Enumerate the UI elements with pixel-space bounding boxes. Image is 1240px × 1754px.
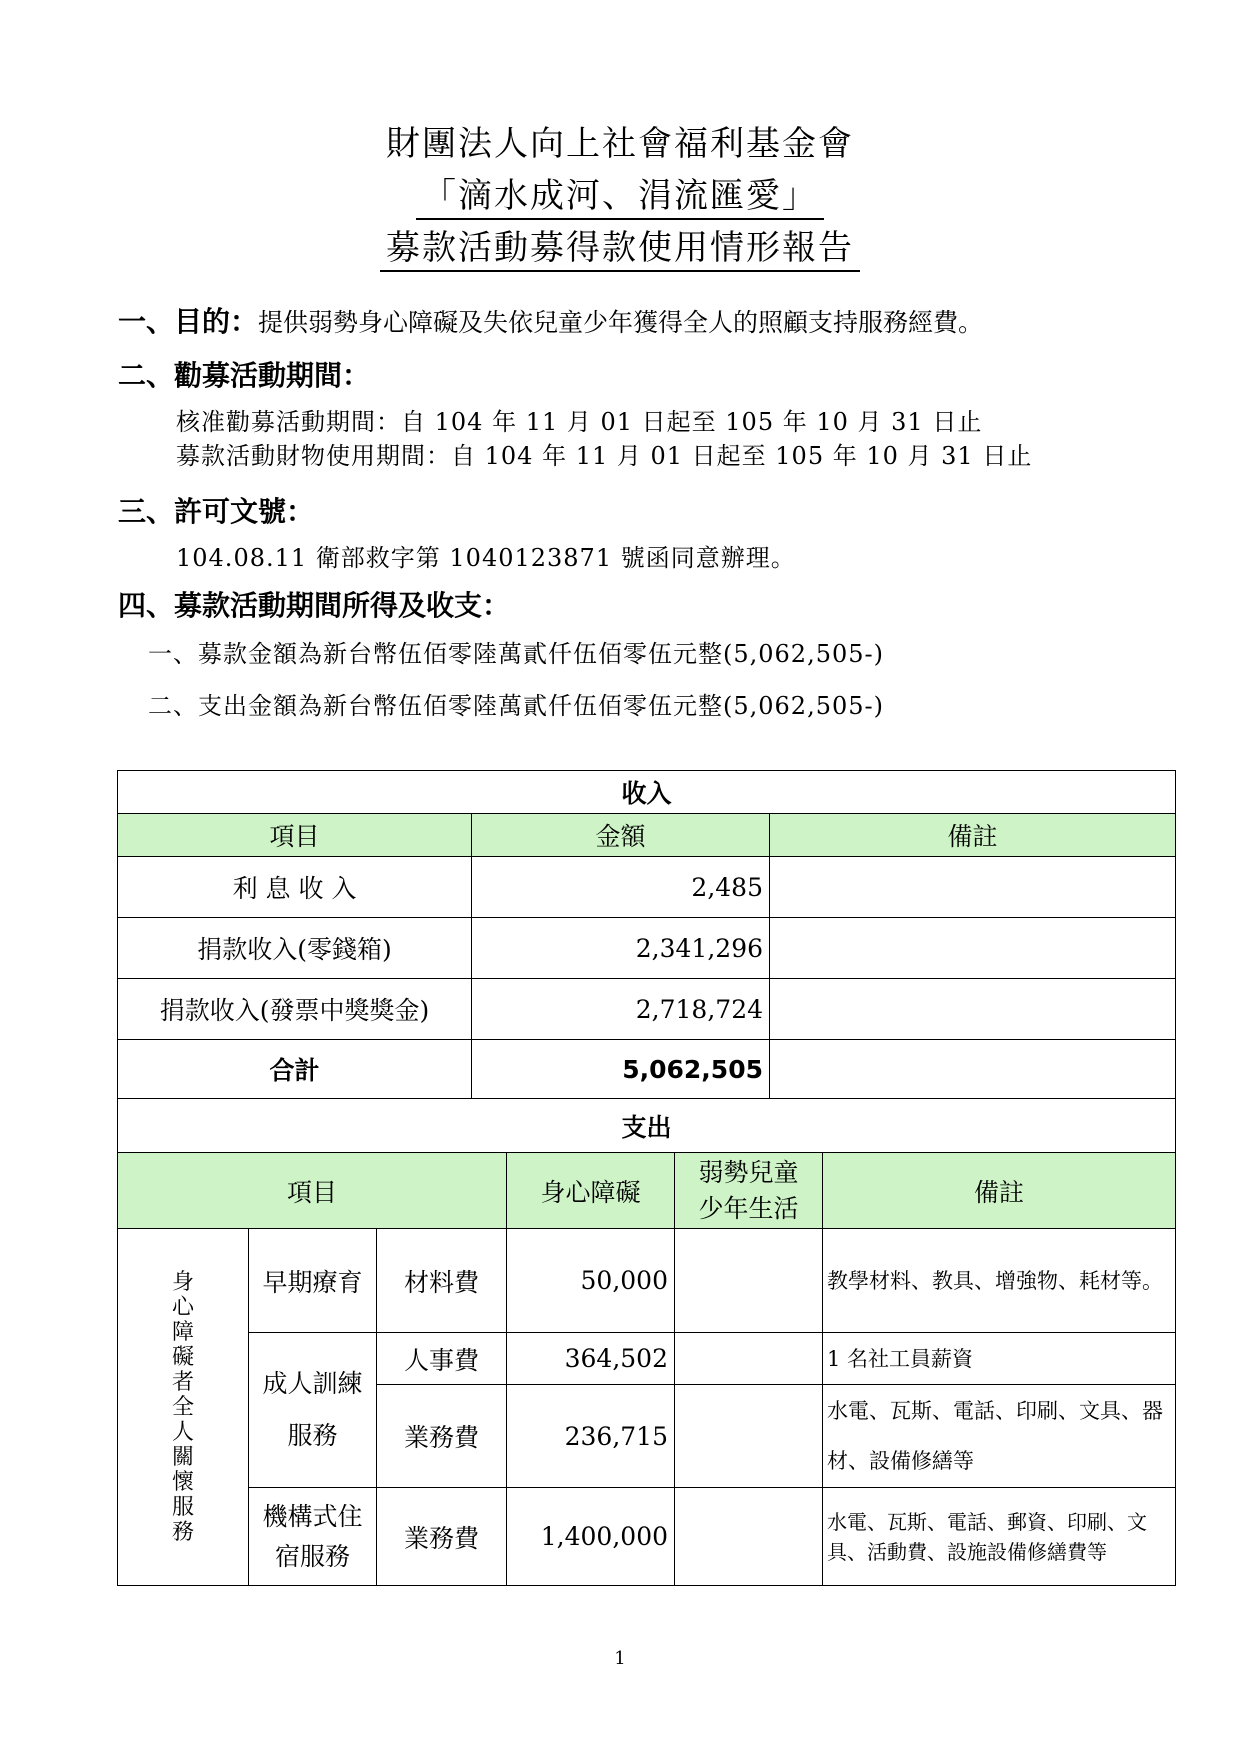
income-amount: 2,341,296 [472,918,770,979]
expense-header-youth: 弱勢兒童少年生活 [675,1153,823,1229]
expense-category: 材料費 [377,1229,507,1333]
income-table [117,770,1176,1099]
section-permit-heading-text: 三、許可文號： [118,495,315,528]
expense-note: 水電、瓦斯、電話、印刷、文具、器材、設備修繕等 [823,1385,1176,1488]
income-item: 捐款收入(零錢箱) [118,918,472,979]
expense-disability-amount: 1,400,000 [507,1488,675,1586]
expense-disability-amount: 236,715 [507,1385,675,1488]
expense-category: 人事費 [377,1333,507,1385]
report-title [0,118,1240,274]
expense-youth-amount [675,1385,823,1488]
expense-youth-amount [675,1488,823,1586]
expense-service: 成人訓練服務 [249,1333,377,1488]
income-note [770,857,1176,918]
permit-number: 104.08.11 衛部救字第 1040123871 號函同意辦理。 [176,544,796,572]
income-title: 收入 [118,771,1176,814]
expense-disability-amount: 364,502 [507,1333,675,1385]
expense-note: 水電、瓦斯、電話、郵資、印刷、文具、活動費、設施設備修繕費等 [823,1488,1176,1586]
expense-header-note: 備註 [823,1153,1176,1229]
income-header-note: 備註 [770,814,1176,857]
section-period-heading [118,354,370,394]
expense-category: 業務費 [377,1488,507,1586]
approved-period: 核准勸募活動期間：自 104 年 11 月 01 日起至 105 年 10 月 31 日止 [176,408,983,436]
table-row [118,1040,1176,1099]
income-amount: 2,718,724 [472,979,770,1040]
expense-disability-amount: 50,000 [507,1229,675,1333]
income-header-item: 項目 [118,814,472,857]
expense-note: 1 名社工員薪資 [823,1333,1176,1385]
income-item: 利 息 收 入 [118,857,472,918]
table-row [118,857,1176,918]
income-amount: 2,485 [472,857,770,918]
table-row [118,979,1176,1040]
section-purpose [118,300,983,340]
section-finance-heading-text: 四、募款活動期間所得及收支： [118,589,511,622]
expense-summary: 二、支出金額為新台幣伍佰零陸萬貳仟伍佰零伍元整(5,062,505-) [148,692,884,720]
section-permit-heading [118,490,314,530]
page-number: 1 [614,1648,626,1669]
table-row [118,1488,1176,1586]
section-purpose-text: 提供弱勢身心障礙及失依兒童少年獲得全人的照顧支持服務經費。 [258,308,984,337]
income-total-amount: 5,062,505 [472,1040,770,1099]
campaign-name: 「滴水成河、涓流匯愛」 [416,174,824,220]
expense-group-label-text: 身心障礙者全人關懷服務 [171,1269,194,1545]
expense-youth-amount [675,1333,823,1385]
section-period-heading-text: 二、勸募活動期間： [118,359,371,392]
income-item: 捐款收入(發票中獎獎金) [118,979,472,1040]
expense-note: 教學材料、教具、增強物、耗材等。 [823,1229,1176,1333]
expense-header-disability: 身心障礙 [507,1153,675,1229]
table-row [118,918,1176,979]
expense-title: 支出 [118,1099,1176,1153]
expense-header-item: 項目 [118,1153,507,1229]
org-name: 財團法人向上社會福利基金會 [386,124,854,164]
table-row [118,1333,1176,1385]
usage-period: 募款活動財物使用期間：自 104 年 11 月 01 日起至 105 年 10 月 31 日止 [176,442,1033,470]
expense-youth-amount [675,1229,823,1333]
income-summary: 一、募款金額為新台幣伍佰零陸萬貳仟伍佰零伍元整(5,062,505-) [148,640,884,668]
section-finance-heading [118,584,510,624]
section-purpose-heading: 一、目的： [118,305,259,338]
income-total-label: 合計 [118,1040,472,1099]
income-total-note [770,1040,1176,1099]
report-name: 募款活動募得款使用情形報告 [380,226,860,272]
income-note [770,918,1176,979]
income-note [770,979,1176,1040]
table-row [118,1229,1176,1333]
expense-service: 機構式住宿服務 [249,1488,377,1586]
expense-table [117,1098,1176,1586]
expense-group-label [118,1229,249,1586]
income-header-amount: 金額 [472,814,770,857]
expense-service: 早期療育 [249,1229,377,1333]
expense-category: 業務費 [377,1385,507,1488]
